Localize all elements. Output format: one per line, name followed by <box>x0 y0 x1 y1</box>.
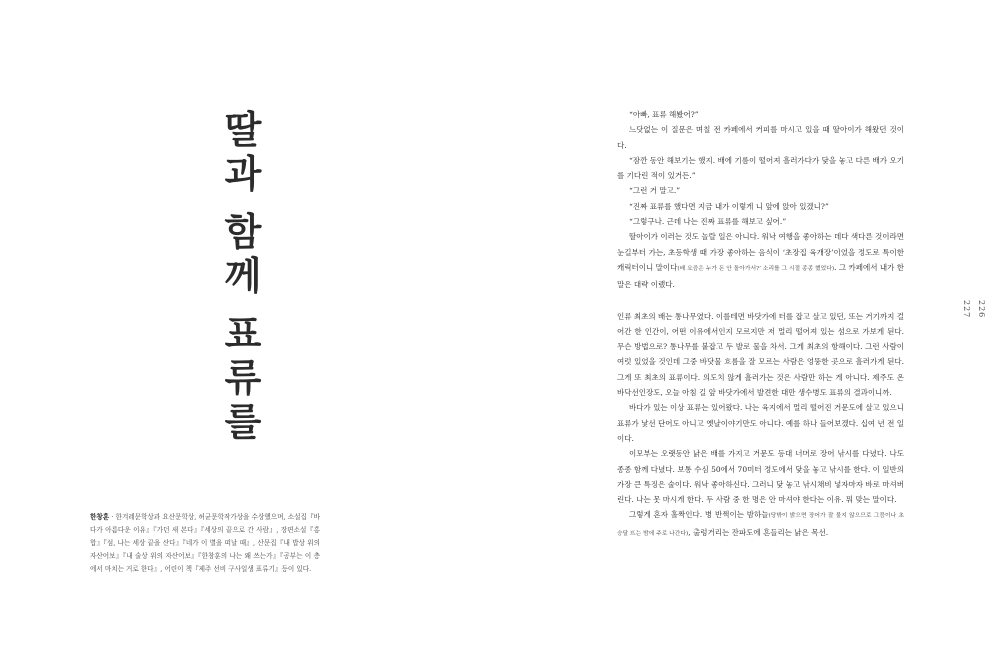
paragraph <box>617 214 904 229</box>
page-number-right: 227 <box>962 300 971 319</box>
author-bio <box>90 511 320 576</box>
paragraph-text: “그런 거 말고.” <box>629 186 681 196</box>
paragraph-text-tail: , 출렁거리는 잔파도에 흔들리는 낡은 목선. <box>688 527 829 537</box>
section-2 <box>617 309 904 542</box>
paragraph-text: “잠깐 동안 해보기는 했지. 배에 기름이 떨어져 흘러가다가 닻을 놓고 다른 배가 오기를 기다린 적이 있거든.” <box>617 155 904 181</box>
paragraph-text: “아빠, 표류 해봤어?” <box>629 110 699 119</box>
paragraph-text-tail: . 그 카페에서 내가 한 말은 대략 이랬다. <box>617 262 905 290</box>
paragraph-text: 인류 최초의 배는 통나무였다. 이를테면 바닷가에 터를 잡고 살고 있던, 또는 거기까지 걸어간 한 인간이, 어떤 이유에서인지 모르지만 저 멀리 떨어져 있는 섬으로 가보게 된다. 무슨 방법으로? 통나무를 붙잡고 두 발로 물을 차서. 그게 최초의 항해이다. 그런 사람이 여럿 있었을 것인데 그중 바닷물 흐름을 잘 모르는 사람은 엉뚱한 곳으로 흘러가게 된다. 그게 또 최초의 표류이다. 의도치 않게 흘러가는 것은 사람만 하는 게 아니다. 제주도 온바닥선인장도, 오늘 아침 길 앞 바닷가에서 발견한 대만 생수병도 표류의 결과이니까. <box>617 311 904 398</box>
paragraph <box>617 107 904 122</box>
paragraph-text: 느닷없는 이 질문은 며칠 전 카페에서 커피를 마시고 있을 때 딸아이가 해왔던 것이다. <box>617 125 904 150</box>
author-bio-text: · 한겨레문학상과 요산문학상, 허균문학작가상을 수상했으며, 소설집『바다가 아름다운 이유』『가던 새 본다』『세상의 끝으로 간 사람』, 장편소설『홍합』『섬, 나는 세상 끝을 산다』『네가 이 별을 떠날 때』, 산문집『내 밥상 위의 자산어보』『내 술상 위의 자산어보』『한창훈의 나는 왜 쓰는가』『공부는 이 층에서 마치는 거로 한다』, 어린이 책『제주 선비 구사일생 표류기』등이 있다. <box>90 513 320 573</box>
title-line-2: 함께 <box>224 209 262 298</box>
body-text <box>617 107 904 542</box>
paragraph <box>617 507 904 542</box>
paragraph <box>617 199 904 214</box>
title-line-1: 딸과 <box>224 107 262 196</box>
paragraph-text: 그렇게 혼자 홀짝인다. 병 반쩍이는 밤하늘 <box>629 510 769 520</box>
title-line-3: 표류를 <box>224 311 262 444</box>
author-name: 한창훈 <box>90 513 110 521</box>
paragraph <box>617 309 904 401</box>
paragraph <box>617 229 904 292</box>
section-1 <box>617 107 904 293</box>
paragraph <box>617 122 904 153</box>
paragraph <box>617 183 904 198</box>
page-numbers <box>956 300 986 318</box>
paragraph-note: (배 요즘은 누가 돈 안 돌아가서?’ 소리를 그 시절 종종 했었다) <box>677 265 835 272</box>
paragraph-text: “진짜 표류를 했다면 지금 내가 이렇게 니 앞에 앉아 있겠니?” <box>629 201 829 211</box>
chapter-title <box>208 108 278 444</box>
paragraph-text: 딸아이가 이러는 것도 놀랄 일은 아니다. 워낙 여행을 좋아하는 데다 색다른 것이라면 눈길부터 가는, 초등학생 때 가장 좋아하는 음식이 ‘초장집 육개장’이었을 정도로 특이한 캐릭터이니 말이다 <box>617 232 904 272</box>
paragraph <box>617 446 904 507</box>
paragraph-note: (당밖이 밝으면 장어가 잘 물지 않으므로 그믐이나 초승달 뜨는 밤에 주로 나간다) <box>617 513 905 537</box>
paragraph-text: “그렇구나. 근데 나는 진짜 표류를 해보고 싶어.” <box>629 217 787 227</box>
paragraph <box>617 400 904 446</box>
paragraph-text: 바다가 있는 이상 표류는 있어왔다. 나는 육지에서 멀리 떨어진 거문도에 살고 있으니 표류가 낯선 단어도 아니고 옛날이야기만도 아니다. 예를 하나 들어보겠다. 십여 년 전 일이다. <box>617 403 904 443</box>
paragraph-text: 이모부는 오랫동안 낡은 배를 가지고 거문도 등대 너머로 장어 낚시를 다녔다. 나도 종종 함께 다녔다. 보통 수심 50에서 70미터 정도에서 닻을 놓고 낚시를 한다. 이 일반의 가장 큰 특징은 술이다. 워낙 좋아하신다. 그러니 닻 놓고 낚시채비 넣자마자 바로 마셔버린다. 나는 못 마시게 한다. 두 사람 중 한 명은 안 마셔야 한다는 이유. 뭐 맞는 말이다. <box>617 449 904 505</box>
paragraph <box>617 153 904 184</box>
page-number-left: 226 <box>977 300 986 319</box>
